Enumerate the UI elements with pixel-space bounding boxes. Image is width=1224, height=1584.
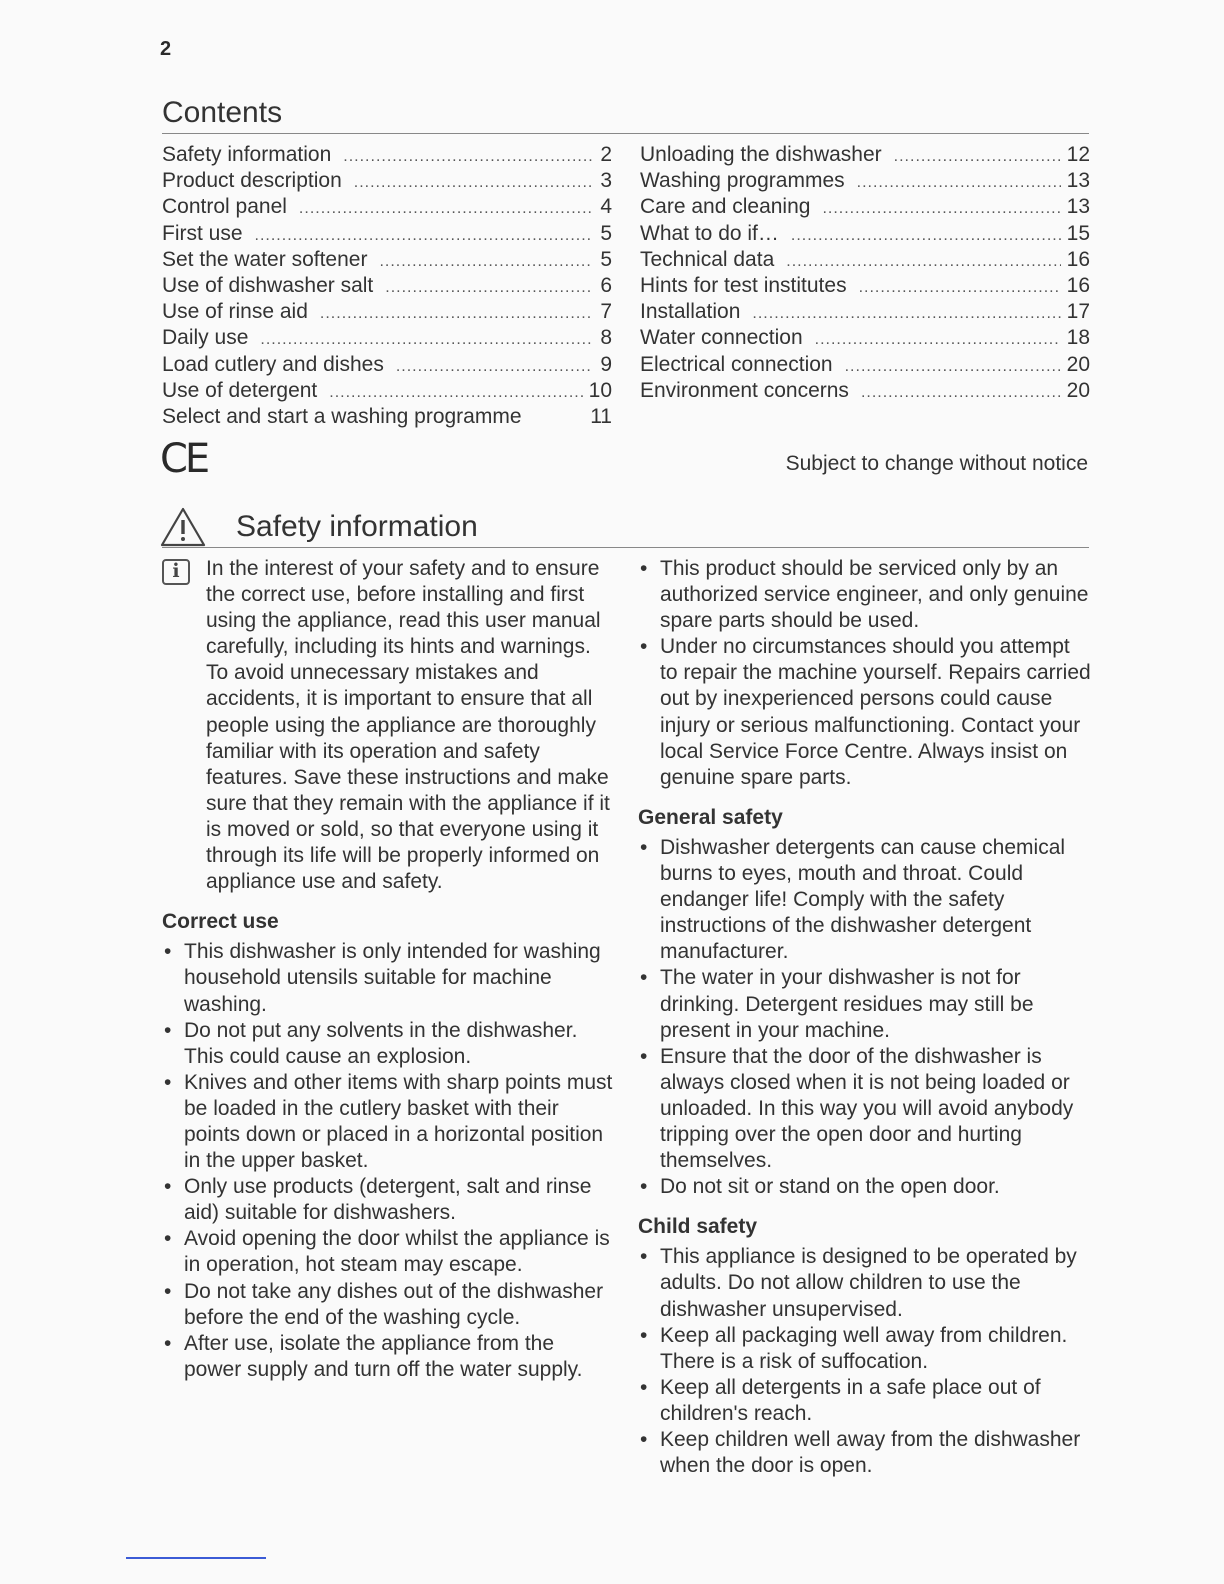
bullet-item: • After use, isolate the appliance from the power supply and turn off the water supply.	[162, 1331, 617, 1383]
toc-entry-label: Use of detergent	[162, 378, 318, 402]
toc-entry-label: Control panel	[162, 195, 287, 219]
toc-entry[interactable]	[640, 352, 1090, 378]
toc-leader-dots	[815, 327, 1061, 353]
bullet-item: • Dishwasher detergents can cause chemical burns to eyes, mouth and throat. Could endanger life! Comply with the safety instructions of the dishwasher detergent manufacturer.	[638, 835, 1093, 965]
toc-leader-dots	[320, 301, 592, 327]
toc-leader-dots	[255, 223, 592, 249]
toc-leader-dots	[861, 380, 1061, 406]
toc-entry-page: 4	[600, 195, 612, 219]
toc-entry-label: Set the water softener	[162, 247, 368, 271]
toc-entry-page: 5	[600, 221, 612, 245]
bullet-item: • Knives and other items with sharp points must be loaded in the cutlery basket with their points down or placed in a horizontal position in the upper basket.	[162, 1070, 617, 1174]
ce-mark: CE	[160, 436, 208, 482]
bullet-item: • Ensure that the door of the dishwasher is always closed when it is not being loaded or unloaded. In this way you will avoid anybody tripping over the open door and hurting themselves.	[638, 1044, 1093, 1174]
toc-entry[interactable]	[162, 404, 612, 430]
page-number: 2	[160, 38, 172, 60]
toc-entry-page: 7	[600, 300, 612, 324]
contents-rule	[162, 133, 1089, 134]
toc-entry-label: Electrical connection	[640, 352, 833, 376]
toc-entry-page: 15	[1066, 221, 1090, 245]
toc-entry-page: 18	[1066, 326, 1090, 350]
toc-entry-page: 11	[590, 404, 612, 428]
bottom-link-underline	[126, 1557, 266, 1559]
safety-title: Safety information	[236, 510, 478, 543]
toc-entry-page: 2	[600, 143, 612, 166]
toc-leader-dots	[786, 249, 1060, 275]
toc-entry-page: 16	[1066, 247, 1090, 271]
toc-entry[interactable]	[162, 325, 612, 351]
bullet-item: • Under no circumstances should you attempt to repair the machine yourself. Repairs carried out by inexperienced persons could cause injury or serious malfunctioning. Contact your local Service Force Centre. Always insist on genuine spare parts.	[638, 634, 1093, 791]
change-notice: Subject to change without notice	[785, 452, 1088, 475]
toc-left-column	[162, 142, 612, 430]
safety-right-column	[638, 556, 1093, 1479]
bullet-item: • This appliance is designed to be operated by adults. Do not allow children to use the dishwasher unsupervised.	[638, 1244, 1093, 1322]
toc-entry[interactable]	[162, 247, 612, 273]
correct-use-heading: Correct use	[162, 910, 279, 934]
toc-entry-label: Unloading the dishwasher	[640, 143, 882, 166]
toc-entry[interactable]	[640, 221, 1090, 247]
correct-use-list	[162, 939, 617, 1383]
toc-right-column	[640, 142, 1090, 404]
toc-entry-label: Daily use	[162, 326, 249, 350]
toc-entry[interactable]	[640, 273, 1090, 299]
bullet-item: • Keep children well away from the dishwasher when the door is open.	[638, 1427, 1093, 1479]
toc-entry-page: 9	[600, 352, 612, 376]
toc-leader-dots	[894, 144, 1061, 170]
toc-entry-page: 13	[1066, 195, 1090, 219]
toc-entry[interactable]	[640, 299, 1090, 325]
toc-entry-label: Washing programmes	[640, 169, 845, 193]
bullet-item: • This dishwasher is only intended for washing household utensils suitable for machine washing.	[162, 939, 617, 1017]
toc-entry-page: 20	[1066, 378, 1090, 402]
toc-leader-dots	[822, 196, 1060, 222]
child-safety-list	[638, 1244, 1093, 1479]
bullet-item: • This product should be serviced only by an authorized service engineer, and only genuine spare parts should be used.	[638, 556, 1093, 634]
toc-leader-dots	[385, 275, 592, 301]
toc-leader-dots	[845, 354, 1061, 380]
contents-title: Contents	[162, 96, 283, 129]
toc-entry[interactable]	[162, 194, 612, 220]
toc-entry-label: Environment concerns	[640, 378, 849, 402]
toc-entry-page: 8	[600, 326, 612, 350]
general-safety-heading: General safety	[638, 805, 783, 829]
toc-entry-label: Safety information	[162, 143, 332, 166]
bullet-item: • Only use products (detergent, salt and rinse aid) suitable for dishwashers.	[162, 1174, 617, 1226]
toc-entry[interactable]	[162, 273, 612, 299]
service-list	[638, 556, 1093, 791]
toc-entry[interactable]	[640, 325, 1090, 351]
toc-entry-page: 6	[600, 273, 612, 297]
intro-block	[162, 556, 617, 895]
general-safety-list	[638, 835, 1093, 1200]
child-safety-heading: Child safety	[638, 1215, 758, 1239]
bullet-item: • The water in your dishwasher is not for drinking. Detergent residues may still be present in your machine.	[638, 965, 1093, 1043]
toc-entry[interactable]	[640, 378, 1090, 404]
toc-leader-dots	[379, 249, 592, 275]
bullet-item: • Keep all packaging well away from children. There is a risk of suffocation.	[638, 1323, 1093, 1375]
toc-entry[interactable]	[162, 142, 612, 168]
toc-entry[interactable]	[162, 168, 612, 194]
safety-left-column	[162, 556, 617, 1383]
bullet-item: • Do not sit or stand on the open door.	[638, 1174, 1093, 1200]
toc-entry-label: Use of rinse aid	[162, 300, 308, 324]
toc-entry-page: 3	[600, 169, 612, 193]
toc-entry-page: 13	[1066, 169, 1090, 193]
toc-leader-dots	[752, 301, 1060, 327]
toc-entry-page: 20	[1066, 352, 1090, 376]
intro-text: In the interest of your safety and to ensure the correct use, before installing and first using the appliance, read this user manual carefully, including its hints and warnings. To avoid unnecessary mistakes and accidents, it is important to ensure that all people using the appliance are thoroughly familiar with its operation and safety features. Save these instructions and make sure that they remain with the appliance if it is moved or sold, so that everyone using it through its life will be properly informed on appliance use and safety.	[206, 557, 610, 894]
toc-leader-dots	[260, 327, 592, 353]
toc-entry[interactable]	[640, 142, 1090, 168]
warning-icon	[160, 506, 206, 548]
toc-entry-label: Technical data	[640, 247, 775, 271]
toc-entry-label: Product description	[162, 169, 342, 193]
safety-rule	[162, 547, 1089, 548]
toc-leader-dots	[859, 275, 1061, 301]
toc-entry-label: What to do if…	[640, 221, 779, 245]
toc-leader-dots	[299, 196, 592, 222]
toc-entry[interactable]	[640, 247, 1090, 273]
toc-entry-label: Water connection	[640, 326, 803, 350]
toc-entry-page: 12	[1066, 143, 1090, 166]
toc-entry-page: 17	[1066, 300, 1090, 324]
toc-entry[interactable]	[162, 221, 612, 247]
toc-entry-label: Installation	[640, 300, 741, 324]
toc-entry[interactable]	[162, 352, 612, 378]
toc-entry-label: Care and cleaning	[640, 195, 811, 219]
toc-entry-label: Select and start a washing programme	[162, 404, 522, 428]
toc-entry-label: First use	[162, 221, 243, 245]
toc-entry-page: 10	[588, 378, 612, 402]
bullet-item: • Avoid opening the door whilst the appliance is in operation, hot steam may escape.	[162, 1226, 617, 1278]
toc-entry[interactable]	[162, 299, 612, 325]
toc-entry-label: Use of dishwasher salt	[162, 273, 374, 297]
bullet-item: • Do not take any dishes out of the dishwasher before the end of the washing cycle.	[162, 1279, 617, 1331]
toc-entry[interactable]	[640, 168, 1090, 194]
toc-entry-label: Hints for test institutes	[640, 273, 847, 297]
toc-leader-dots	[791, 223, 1061, 249]
toc-entry-label: Load cutlery and dishes	[162, 352, 384, 376]
toc-leader-dots	[329, 380, 582, 406]
toc-entry-page: 5	[600, 247, 612, 271]
toc-leader-dots	[354, 170, 592, 196]
info-icon: i	[162, 559, 190, 585]
toc-leader-dots	[396, 354, 592, 380]
toc-leader-dots	[343, 144, 592, 170]
toc-leader-dots	[857, 170, 1061, 196]
toc-entry[interactable]	[162, 378, 612, 404]
toc-entry-page: 16	[1066, 273, 1090, 297]
bullet-item: • Keep all detergents in a safe place out of children's reach.	[638, 1375, 1093, 1427]
toc-entry[interactable]	[640, 194, 1090, 220]
bullet-item: • Do not put any solvents in the dishwasher. This could cause an explosion.	[162, 1018, 617, 1070]
